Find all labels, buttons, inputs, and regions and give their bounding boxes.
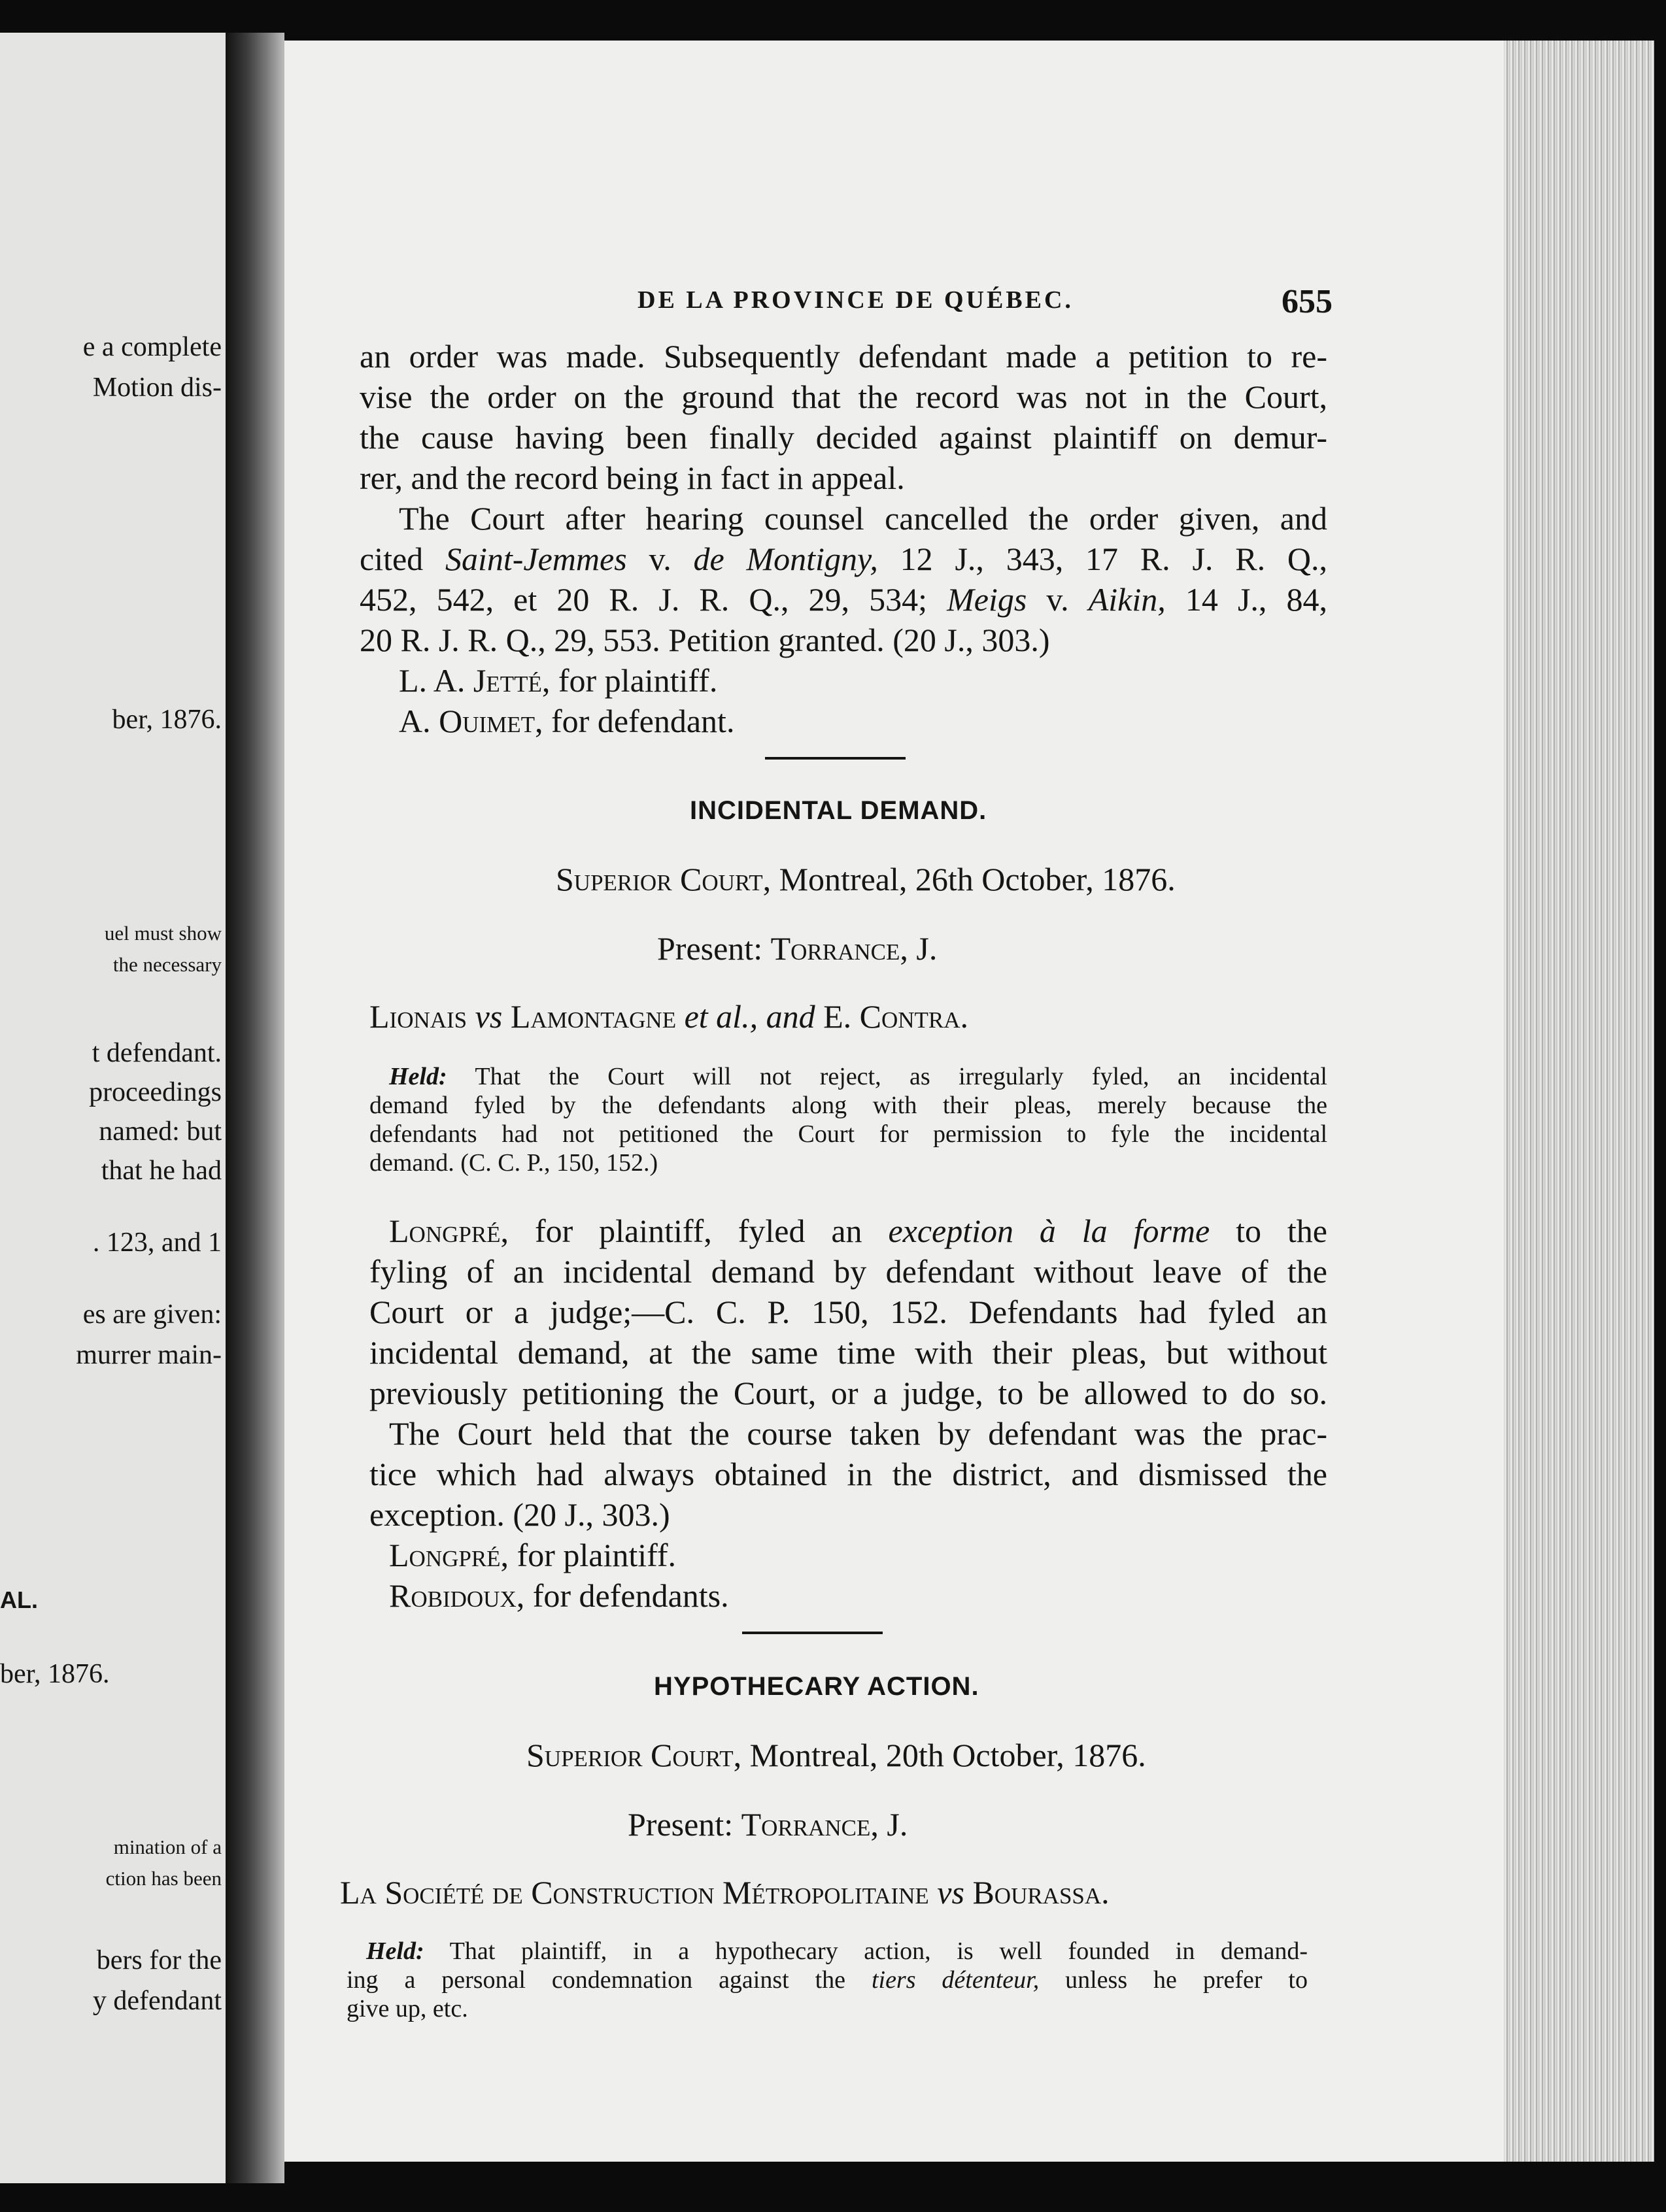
text-line: an order was made. Subsequently defendant made a petition to re-: [360, 338, 1327, 375]
text-line: fyling of an incidental demand by defendant without leave of the: [369, 1253, 1327, 1290]
text-line: Longpré, for plaintiff, fyled an exception à la forme to the: [389, 1213, 1327, 1249]
left-page-fragment: es are given:: [82, 1299, 222, 1330]
parties-line: Lionais vs Lamontagne et al., and E. Contra.: [369, 998, 969, 1035]
parties-line: La Société de Construction Métropolitaine vs Bourassa.: [340, 1874, 1110, 1911]
held-line: Held: That the Court will not reject, as irregularly fyled, an incidental: [389, 1063, 1327, 1090]
case-title: INCIDENTAL DEMAND.: [690, 796, 987, 825]
left-page-fragment: . 123, and 1: [92, 1228, 222, 1258]
held-line: defendants had not petitioned the Court for permission to fyle the incidental: [369, 1120, 1327, 1148]
text-line: 452, 542, et 20 R. J. R. Q., 29, 534; Meigs v. Aikin, 14 J., 84,: [360, 581, 1327, 618]
running-head: DE LA PROVINCE DE QUÉBEC.: [638, 286, 1074, 314]
text-line: cited Saint-Jemmes v. de Montigny, 12 J., 343, 17 R. J. R. Q.,: [360, 541, 1327, 577]
section-divider: [765, 757, 906, 760]
left-page-fragment: e a complete: [82, 332, 222, 362]
text-line: previously petitioning the Court, or a judge, to be allowed to do so.: [369, 1375, 1327, 1411]
left-page-fragment: that he had: [101, 1156, 222, 1186]
page-number: 655: [1282, 283, 1333, 320]
text-line: 20 R. J. R. Q., 29, 553. Petition granted. (20 J., 303.): [360, 622, 1050, 658]
held-line: ing a personal condemnation against the tiers détenteur, unless he prefer to: [347, 1966, 1308, 1994]
left-page-fragment: named: but: [99, 1116, 222, 1147]
left-page-fragment: Motion dis-: [92, 373, 222, 403]
left-page-fragment: ber, 1876.: [0, 1659, 110, 1689]
left-page-fragment: the necessary: [112, 953, 222, 976]
left-page-fragment: y defendant: [92, 1986, 222, 2016]
held-line: demand fyled by the defendants along with their pleas, merely because the: [369, 1092, 1327, 1119]
left-facing-page: [0, 33, 226, 2183]
page-edges: [1504, 41, 1654, 2162]
section-divider: [742, 1632, 883, 1634]
left-page-fragment: mination of a: [113, 1835, 222, 1858]
court-line: Superior Court, Montreal, 26th October, 1876.: [556, 861, 1176, 897]
left-page-fragment: proceedings: [89, 1077, 222, 1107]
counsel-line: L. A. Jetté, for plaintiff.: [399, 662, 718, 699]
case-title: HYPOTHECARY ACTION.: [654, 1672, 979, 1701]
text-line: The Court after hearing counsel cancelled the order given, and: [399, 500, 1327, 537]
held-line: Held: That plaintiff, in a hypothecary action, is well founded in demand-: [366, 1937, 1308, 1965]
counsel-line: Longpré, for plaintiff.: [389, 1537, 677, 1573]
left-page-fragment: t defendant.: [92, 1038, 222, 1068]
text-line: vise the order on the ground that the record was not in the Court,: [360, 378, 1327, 415]
present-line: Present: Torrance, J.: [628, 1806, 908, 1843]
book-gutter: [226, 33, 284, 2183]
text-line: rer, and the record being in fact in appeal.: [360, 460, 905, 496]
left-page-fragment: ction has been: [105, 1867, 222, 1890]
left-page-fragment: uel must show: [104, 922, 222, 945]
present-line: Present: Torrance, J.: [657, 930, 938, 967]
counsel-line: Robidoux, for defendants.: [389, 1577, 729, 1614]
text-line: the cause having been finally decided against plaintiff on demur-: [360, 419, 1327, 456]
left-page-fragment: ber, 1876.: [112, 705, 222, 735]
counsel-line: A. Ouimet, for defendant.: [399, 703, 735, 739]
left-page-fragment: AL.: [0, 1586, 38, 1613]
left-page-fragment: murrer main-: [76, 1340, 222, 1370]
court-line: Superior Court, Montreal, 20th October, 1876.: [526, 1737, 1146, 1773]
held-line: demand. (C. C. P., 150, 152.): [369, 1149, 658, 1177]
text-line: tice which had always obtained in the district, and dismissed the: [369, 1456, 1327, 1492]
held-line: give up, etc.: [347, 1995, 468, 2022]
text-line: Court or a judge;—C. C. P. 150, 152. Defendants had fyled an: [369, 1294, 1327, 1330]
left-page-fragment: bers for the: [96, 1945, 222, 1975]
text-line: The Court held that the course taken by defendant was the prac-: [389, 1415, 1327, 1452]
text-line: exception. (20 J., 303.): [369, 1496, 670, 1533]
text-line: incidental demand, at the same time with their pleas, but without: [369, 1334, 1327, 1371]
